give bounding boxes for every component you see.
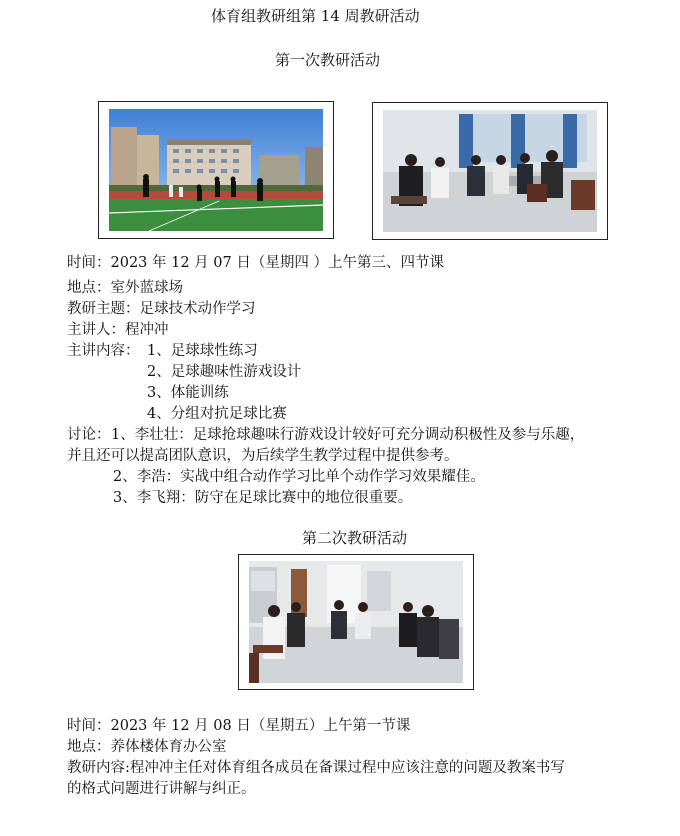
photo-frame-1 (98, 101, 334, 239)
content-item-1: 1、足球球性练习 (147, 343, 258, 359)
session1-speaker: 主讲人：程冲冲 (67, 322, 169, 338)
meeting-room-photo (383, 110, 597, 232)
session1-content-label: 主讲内容： (67, 343, 140, 359)
discussion-line-4: 3、李飞翔：防守在足球比赛中的地位很重要。 (113, 490, 413, 506)
session2-content-line-2: 的格式问题进行讲解与纠正。 (67, 781, 256, 797)
session1-place: 地点：室外蓝球场 (67, 280, 183, 296)
discussion-line-2: 并且还可以提高团队意识，为后续学生教学过程中提供参考。 (67, 448, 459, 464)
page-title: 体育组教研组第 14 周教研活动 (211, 7, 420, 25)
session1-topic: 教研主题：足球技术动作学习 (67, 301, 256, 317)
office-meeting-photo (249, 561, 463, 683)
discussion-label: 讨论： (67, 427, 111, 443)
photo-frame-3 (238, 554, 474, 690)
session2-heading: 第二次教研活动 (302, 529, 408, 547)
session2-content-line-1: 教研内容:程冲冲主任对体育组各成员在备课过程中应该注意的问题及教案书写 (67, 760, 565, 776)
discussion-line-1: 1、李壮壮：足球抢球趣味行游戏设计较好可充分调动积极性及参与乐趣， (111, 427, 585, 443)
session1-heading: 第一次教研活动 (275, 51, 381, 69)
discussion-line-3: 2、李浩：实战中组合动作学习比单个动作学习效果耀佳。 (113, 469, 485, 485)
photo-frame-2 (372, 102, 608, 240)
session2-time: 时间：2023 年 12 月 08 日（星期五）上午第一节课 (67, 718, 411, 734)
content-item-2: 2、足球趣味性游戏设计 (147, 364, 302, 380)
session1-time: 时间：2023 年 12 月 07 日（星期四 ）上午第三、四节课 (67, 255, 444, 271)
session2-place: 地点：养体楼体育办公室 (67, 739, 227, 755)
content-item-4: 4、分组对抗足球比赛 (147, 406, 287, 422)
content-item-3: 3、体能训练 (147, 385, 229, 401)
outdoor-football-field-photo (109, 109, 323, 231)
